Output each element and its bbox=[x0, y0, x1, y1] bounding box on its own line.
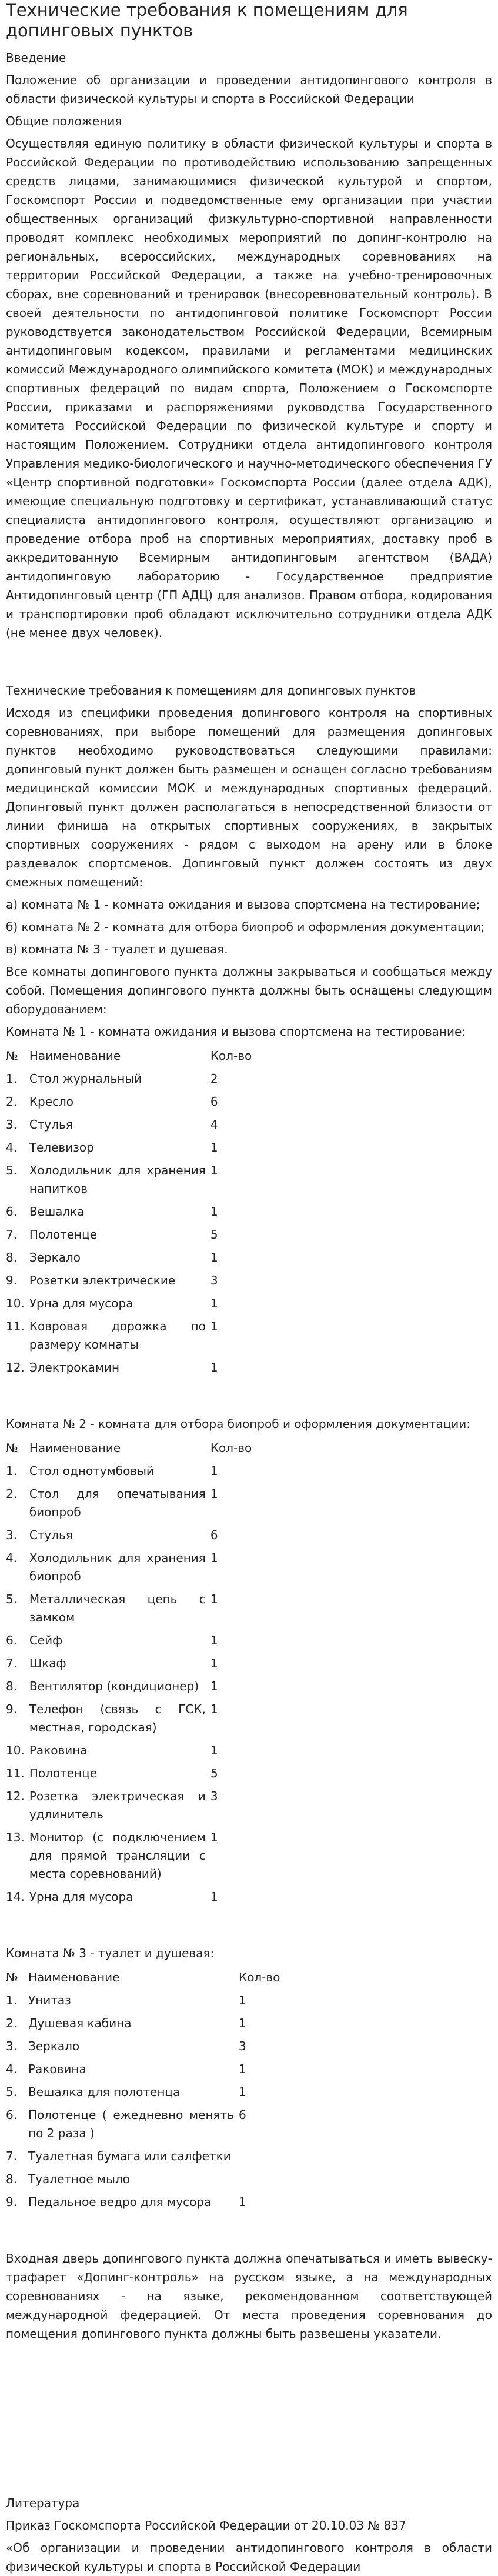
row-number: 8. bbox=[6, 2171, 18, 2186]
item-name: Сейф bbox=[29, 1633, 63, 1647]
column-header-quantity: Кол-во bbox=[210, 1048, 252, 1063]
intro-heading: Введение bbox=[6, 50, 66, 65]
requirements-heading: Технические требования к помещениям для допинговых пунктов bbox=[6, 683, 416, 698]
table-header-row bbox=[6, 1966, 287, 1989]
room-table-1 bbox=[6, 1022, 492, 1379]
item-name: Туалетное мыло bbox=[28, 2171, 130, 2186]
item-quantity bbox=[234, 2145, 287, 2168]
table-row bbox=[6, 1292, 259, 1315]
item-quantity: 4 bbox=[210, 1117, 218, 1132]
table-row bbox=[6, 2081, 287, 2104]
table-row bbox=[6, 1315, 259, 1356]
column-header-number: № bbox=[6, 1440, 18, 1455]
row-number: 2. bbox=[6, 2016, 18, 2030]
rooms-list-item: а) комната № 1 - комната ожидания и вызова спортсмена на тестирование; bbox=[6, 897, 480, 912]
row-number: 10. bbox=[6, 1743, 25, 1757]
item-quantity: 1 bbox=[239, 2084, 246, 2099]
row-number: 9. bbox=[6, 1701, 18, 1716]
item-quantity: 1 bbox=[210, 1679, 218, 1693]
item-name: Вешалка bbox=[29, 1204, 85, 1219]
table-row bbox=[6, 1989, 287, 2012]
item-quantity: 1 bbox=[239, 1993, 246, 2007]
row-number: 6. bbox=[6, 1633, 18, 1647]
row-number: 7. bbox=[6, 1227, 18, 1242]
general-text: Осуществляя единую политику в области физической культуры и спорта в Российской Федерации по противодействию использованию запрещенных средств лицами, занимающимися физической культурой и спортом, Госкомспорт России и подведомственные ему организации при участии общественных организаций физкультурно-спортивной направленности проводят комплекс необходимых мероприятий по допинг-контролю на региональных, всероссийских, международных соревнованиях на территории Российской Федерации, а также на учебно-тренировочных сборах, вне соревнований и тренировок (внесоревновательный контроль). В своей деятельности по антидопинговой политике Госкомспорт России руководствуется законодательством Российской Федерации, Всемирным антидопинговым кодексом, правилами и регламентами медицинских комиссий Международного олимпийского комитета (МОК) и международных спортивных федераций по видам спорта, Положением о Госкомспорте России, приказами и распоряжениями руководства Государственного комитета Российской Федерации по физической культуре и спорту и настоящим Положением. Сотрудники отдела антидопингового контроля Управления медико-биологического и научно-методического обеспечения ГУ «Центр спортивной подготовки» Госкомспорта России (далее отдела АДК), имеющие специальную подготовку и сертификат, устанавливающий статус специалиста антидопингового контроля, осуществляют организацию и проведение отбора проб на спортивных мероприятиях, доставку проб в аккредитованную Всемирным антидопинговым агентством (ВАДА) антидопинговую лабораторию - Государственное предприятие Антидопинговый центр (ГП АДЦ) для анализов. Правом отбора, кодирования и транспортировки проб обладают исключительно сотрудники отдела АДК (не менее двух человек). bbox=[6, 136, 492, 640]
item-name: Урна для мусора bbox=[29, 1889, 133, 1904]
item-quantity bbox=[234, 2168, 287, 2191]
table-row bbox=[6, 1223, 259, 1246]
table-row bbox=[6, 1113, 259, 1136]
row-number: 9. bbox=[6, 2194, 18, 2209]
row-number: 4. bbox=[6, 2061, 18, 2076]
row-number: 1. bbox=[6, 1993, 18, 2007]
table-row bbox=[6, 2058, 287, 2081]
item-quantity: 1 bbox=[210, 1701, 218, 1716]
row-number: 4. bbox=[6, 1550, 18, 1565]
item-quantity: 5 bbox=[210, 1766, 218, 1780]
room-table-2 bbox=[6, 1414, 492, 1908]
table-row bbox=[6, 1524, 259, 1547]
row-number: 3. bbox=[6, 1527, 18, 1542]
table-row bbox=[6, 1826, 259, 1886]
item-name: Монитор (с подключением для прямой трансляции с места соревнований) bbox=[29, 1830, 206, 1881]
table-row bbox=[6, 1588, 259, 1629]
item-quantity: 1 bbox=[239, 2061, 246, 2076]
table-row bbox=[6, 2168, 287, 2191]
table-row bbox=[6, 1090, 259, 1113]
item-quantity: 1 bbox=[210, 1360, 218, 1374]
item-quantity: 1 bbox=[210, 1319, 218, 1333]
table-row bbox=[6, 2035, 287, 2058]
row-number: 5. bbox=[6, 1163, 18, 1177]
table-row bbox=[6, 1886, 259, 1908]
column-header-number: № bbox=[6, 1970, 18, 1984]
item-name: Холодильник для хранения напитков bbox=[29, 1163, 206, 1196]
item-name: Кресло bbox=[29, 1094, 74, 1109]
spacer bbox=[6, 1908, 492, 1944]
literature-item: Приказ Госкомспорта Российской Федерации от 20.10.03 № 837 bbox=[6, 2518, 406, 2532]
table-caption: Комната № 2 - комната для отбора биопроб и оформления документации: bbox=[6, 1416, 470, 1431]
table-row bbox=[6, 2191, 287, 2214]
room-table-3 bbox=[6, 1944, 492, 2214]
column-header-quantity: Кол-во bbox=[210, 1440, 252, 1455]
item-name: Полотенце ( ежедневно менять по 2 раза ) bbox=[28, 2107, 234, 2140]
table-row bbox=[6, 1246, 259, 1269]
item-quantity: 1 bbox=[210, 1204, 218, 1219]
equipment-table bbox=[6, 1437, 259, 1908]
item-name: Стол для опечатывания биопроб bbox=[29, 1486, 206, 1519]
table-row bbox=[6, 1159, 259, 1200]
item-quantity: 1 bbox=[210, 1550, 218, 1565]
item-quantity: 1 bbox=[210, 1296, 218, 1310]
table-body bbox=[6, 1460, 259, 1908]
item-name: Стол однотумбовый bbox=[29, 1463, 154, 1478]
row-number: 7. bbox=[6, 2148, 18, 2163]
item-name: Электрокамин bbox=[29, 1360, 120, 1374]
item-quantity: 1 bbox=[210, 1486, 218, 1501]
item-name: Полотенце bbox=[29, 1766, 98, 1780]
item-quantity: 5 bbox=[210, 1227, 218, 1242]
item-name: Туалетная бумага или салфетки bbox=[28, 2148, 231, 2163]
row-number: 4. bbox=[6, 1140, 18, 1154]
item-quantity: 1 bbox=[210, 1889, 218, 1904]
item-name: Раковина bbox=[29, 1743, 88, 1757]
item-quantity: 1 bbox=[210, 1463, 218, 1478]
item-quantity: 1 bbox=[210, 1163, 218, 1177]
spacer bbox=[6, 646, 492, 681]
table-row bbox=[6, 1136, 259, 1159]
item-quantity: 1 bbox=[210, 1250, 218, 1264]
item-quantity: 1 bbox=[210, 1633, 218, 1647]
table-row bbox=[6, 2012, 287, 2035]
item-name: Зеркало bbox=[29, 1250, 81, 1264]
item-name: Урна для мусора bbox=[29, 1296, 133, 1310]
literature-heading: Литература bbox=[6, 2495, 80, 2510]
intro-text: Положение об организации и проведении антидопингового контроля в области физической культуры и спорта в Российской Федерации bbox=[6, 72, 492, 106]
column-header-quantity: Кол-во bbox=[239, 1970, 280, 1984]
item-quantity: 1 bbox=[210, 1140, 218, 1154]
item-name: Душевая кабина bbox=[28, 2016, 132, 2030]
item-quantity: 1 bbox=[239, 2016, 246, 2030]
row-number: 12. bbox=[6, 1360, 25, 1374]
row-number: 3. bbox=[6, 2038, 18, 2053]
column-header-name: Наименование bbox=[29, 1048, 121, 1063]
table-row bbox=[6, 1675, 259, 1698]
item-quantity: 6 bbox=[239, 2107, 246, 2122]
row-number: 8. bbox=[6, 1679, 18, 1693]
row-number: 1. bbox=[6, 1071, 18, 1086]
item-name: Педальное ведро для мусора bbox=[28, 2194, 212, 2209]
table-caption: Комната № 3 - туалет и душевая: bbox=[6, 1946, 215, 1960]
item-name: Розетки электрические bbox=[29, 1273, 176, 1287]
row-number: 7. bbox=[6, 1656, 18, 1670]
item-quantity: 6 bbox=[210, 1527, 218, 1542]
table-row bbox=[6, 1067, 259, 1090]
equipment-table bbox=[6, 1045, 259, 1379]
rooms-list-item: в) комната № 3 - туалет и душевая. bbox=[6, 942, 228, 956]
table-header-row bbox=[6, 1045, 259, 1067]
table-body bbox=[6, 1067, 259, 1379]
row-number: 9. bbox=[6, 1273, 18, 1287]
row-number: 5. bbox=[6, 2084, 18, 2099]
spacer bbox=[6, 1379, 492, 1414]
item-name: Ковровая дорожка по размеру комнаты bbox=[29, 1319, 206, 1352]
item-quantity: 2 bbox=[210, 1071, 218, 1086]
item-quantity: 3 bbox=[210, 1788, 218, 1803]
table-row bbox=[6, 1698, 259, 1739]
item-quantity: 1 bbox=[210, 1830, 218, 1844]
row-number: 10. bbox=[6, 1296, 25, 1310]
item-name: Телевизор bbox=[29, 1140, 94, 1154]
table-caption: Комната № 1 - комната ожидания и вызова спортсмена на тестирование: bbox=[6, 1024, 466, 1039]
item-quantity: 1 bbox=[210, 1656, 218, 1670]
item-name: Полотенце bbox=[29, 1227, 98, 1242]
row-number: 14. bbox=[6, 1889, 25, 1904]
item-name: Стулья bbox=[29, 1527, 73, 1542]
item-name: Стулья bbox=[29, 1117, 73, 1132]
row-number: 1. bbox=[6, 1463, 18, 1478]
table-row bbox=[6, 2145, 287, 2168]
item-quantity: 3 bbox=[239, 2038, 246, 2053]
item-quantity: 3 bbox=[210, 1273, 218, 1287]
item-name: Вентилятор (кондиционер) bbox=[29, 1679, 199, 1693]
item-quantity: 1 bbox=[210, 1591, 218, 1606]
table-row bbox=[6, 1739, 259, 1762]
item-name: Телефон (связь с ГСК, местная, городская) bbox=[29, 1701, 206, 1734]
table-row bbox=[6, 1483, 259, 1524]
row-number: 3. bbox=[6, 1117, 18, 1132]
table-row bbox=[6, 1200, 259, 1223]
item-name: Холодильник для хранения биопроб bbox=[29, 1550, 206, 1583]
row-number: 12. bbox=[6, 1788, 25, 1803]
row-number: 6. bbox=[6, 2107, 18, 2122]
item-quantity: 1 bbox=[210, 1743, 218, 1757]
item-name: Розетка электрическая и удлинитель bbox=[29, 1788, 206, 1821]
table-row bbox=[6, 1460, 259, 1483]
table-row bbox=[6, 1762, 259, 1785]
table-row bbox=[6, 1269, 259, 1292]
equipment-table bbox=[6, 1966, 287, 2214]
table-row bbox=[6, 1356, 259, 1379]
row-number: 2. bbox=[6, 1486, 18, 1501]
general-heading: Общие положения bbox=[6, 114, 122, 128]
column-header-name: Наименование bbox=[28, 1970, 120, 1984]
item-name: Шкаф bbox=[29, 1656, 66, 1670]
item-quantity: 6 bbox=[210, 1094, 218, 1109]
entrance-text: Входная дверь допингового пункта должна опечатываться и иметь вывеску-трафарет «Допинг-контроль» на русском языке, а на международных соревнованиях - на языке, рекомендованном соответствующей международной федерацией. От места проведения соревнования до помещения допингового пункта должны быть развешены указатели. bbox=[6, 2251, 492, 2341]
column-header-number: № bbox=[6, 1048, 18, 1063]
row-number: 11. bbox=[6, 1766, 25, 1780]
item-name: Унитаз bbox=[28, 1993, 71, 2007]
spacer bbox=[6, 2214, 492, 2249]
row-number: 11. bbox=[6, 1319, 25, 1333]
row-number: 8. bbox=[6, 1250, 18, 1264]
item-name: Металлическая цепь с замком bbox=[29, 1591, 206, 1624]
table-row bbox=[6, 1785, 259, 1826]
requirements-text: Исходя из специфики проведения допингового контроля на спортивных соревнованиях, при выборе помещений для размещения допинговых пунктов необходимо руководствоваться следующими правилами: допинговый пункт должен быть размещен и оснащен согласно требованиям медицинской комиссии МОК и международных спортивных федераций. Допинговый пункт должен располагаться в непосредственной близости от линии финиша на открытых спортивных сооружениях, в закрытых спортивных сооружениях - рядом с выходом на арену или в блоке раздевалок спортсменов. Допинговый пункт должен состоять из двух смежных помещений: bbox=[6, 705, 492, 889]
item-name: Вешалка для полотенца bbox=[28, 2084, 181, 2099]
row-number: 5. bbox=[6, 1591, 18, 1606]
item-name: Раковина bbox=[28, 2061, 86, 2076]
table-row bbox=[6, 1652, 259, 1675]
item-quantity: 1 bbox=[239, 2194, 246, 2209]
item-name: Стол журнальный bbox=[29, 1071, 142, 1086]
table-header-row bbox=[6, 1437, 259, 1460]
row-number: 2. bbox=[6, 1094, 18, 1109]
table-body bbox=[6, 1989, 287, 2214]
page-title: Технические требования к помещениям для допинговых пунктов bbox=[6, 0, 408, 41]
column-header-name: Наименование bbox=[29, 1440, 121, 1455]
table-row bbox=[6, 1547, 259, 1588]
rooms-list-item: б) комната № 2 - комната для отбора биопроб и оформления документации; bbox=[6, 919, 485, 934]
table-row bbox=[6, 1629, 259, 1652]
rooms-note: Все комнаты допингового пункта должны закрываться и сообщаться между собой. Помещения допингового пункта должны быть оснащены следующим оборудованием: bbox=[6, 964, 492, 1016]
spacer bbox=[6, 2347, 492, 2494]
literature-item: «Об организации и проведении антидопингового контроля в области физической культуры и спорта в Российской Федерации bbox=[6, 2540, 492, 2574]
row-number: 6. bbox=[6, 1204, 18, 1219]
table-row bbox=[6, 2104, 287, 2145]
row-number: 13. bbox=[6, 1830, 25, 1844]
item-name: Зеркало bbox=[28, 2038, 80, 2053]
